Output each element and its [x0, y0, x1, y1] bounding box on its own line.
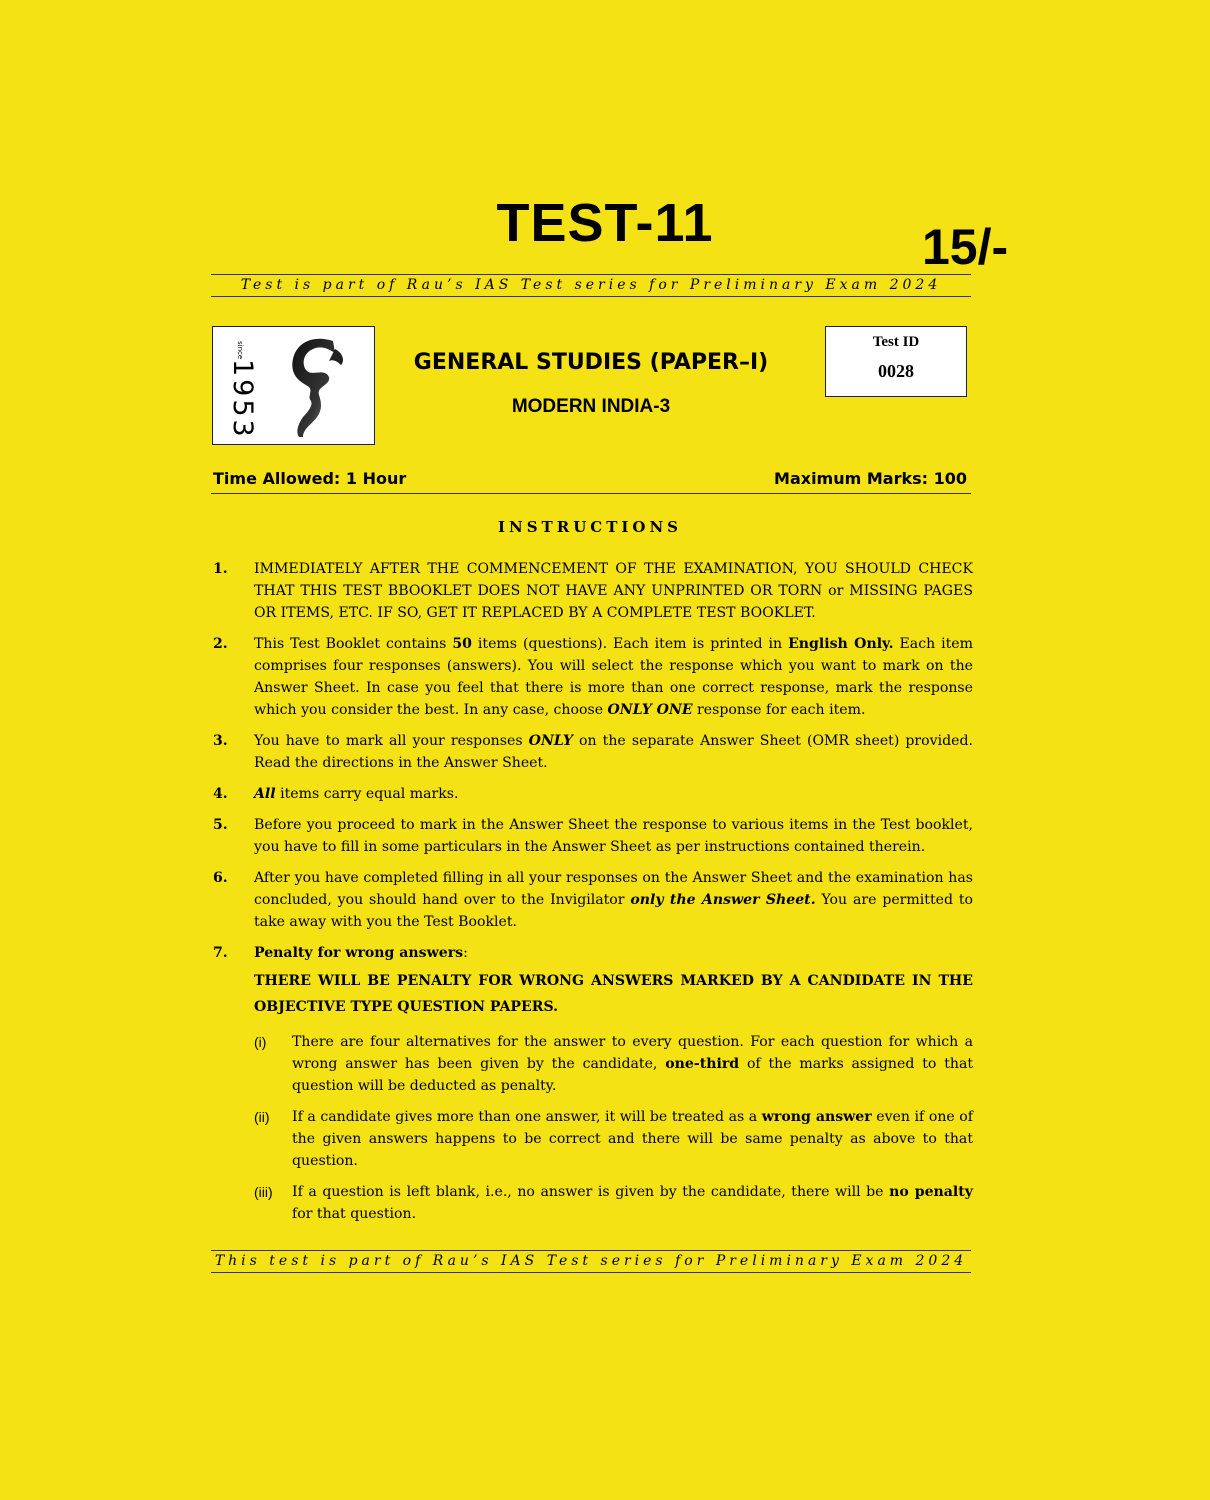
instructions-heading: INSTRUCTIONS — [498, 518, 682, 536]
text-segment: Before you proceed to mark in the Answer Sheet the response to various items in the Test booklet, you have to fill in some particulars in the Answer Sheet as per instructions contained therein. — [254, 817, 973, 855]
test-id-label: Test ID — [872, 334, 920, 350]
text-segment: for that question. — [292, 1206, 417, 1222]
text-segment: wrong answer — [761, 1109, 872, 1125]
text-segment: You are permitted to take away with you the Test Booklet. — [254, 892, 973, 930]
instruction-item — [213, 783, 973, 805]
item-number: 7. — [213, 945, 228, 961]
item-text — [254, 633, 973, 721]
text-segment: If a question is left blank, i.e., no answer is given by the candidate, there will be — [292, 1184, 890, 1200]
penalty-subitem — [254, 1181, 973, 1225]
text-segment: If a candidate gives more than one answer, it will be treated as a — [292, 1109, 762, 1125]
text-segment: After you have completed filling in all your responses on the Answer Sheet and the examination has concluded, you should hand over to the Invigilator — [254, 870, 973, 908]
penalty-subitems — [254, 1031, 973, 1234]
text-segment: ONLY ONE — [607, 702, 693, 718]
series-banner-top: Test is part of Rau’s IAS Test series for Preliminary Exam 2024 — [211, 274, 971, 297]
item-number: 3. — [213, 733, 228, 749]
text-segment: no penalty — [889, 1184, 973, 1200]
text-segment: on the separate Answer Sheet (OMR sheet) provided. Read the directions in the Answer Sheet. — [254, 733, 973, 771]
item-number: 4. — [213, 786, 228, 802]
test-id-value: 0028 — [878, 361, 914, 381]
instruction-item-penalty — [213, 942, 973, 964]
subitem-number: (ii) — [254, 1109, 270, 1125]
subitem-text — [292, 1031, 973, 1097]
instruction-item — [213, 730, 973, 774]
text-segment: Each item comprises four responses (answers). You will select the response which you want to mark on the Answer Sheet. In case you feel that there is more than one correct response, mark the response which you consider the best. In any case, choose — [254, 636, 974, 718]
instruction-item — [213, 633, 973, 721]
penalty-caps-row — [213, 968, 973, 1026]
item-number: 5. — [213, 817, 228, 833]
item-text — [254, 783, 973, 805]
publisher-logo — [212, 326, 375, 445]
instructions-list — [213, 558, 973, 1243]
penalty-colon: : — [463, 945, 468, 961]
paper-subtitle: MODERN INDIA-3 — [511, 396, 671, 417]
penalty-caps-statement: THERE WILL BE PENALTY FOR WRONG ANSWERS MARKED BY A CANDIDATE IN THE OBJECTIVE TYPE QUESTION PAPERS. — [254, 973, 973, 1015]
instruction-item — [213, 558, 973, 624]
indent-spacer — [213, 1031, 254, 1234]
item-number: 2. — [213, 636, 228, 652]
text-segment: All — [254, 786, 276, 802]
time-allowed: Time Allowed: 1 Hour — [213, 469, 407, 488]
subitem-text — [292, 1106, 973, 1172]
penalty-title: Penalty for wrong answers — [254, 945, 464, 961]
subitem-number: (i) — [254, 1034, 267, 1050]
text-segment: There are four alternatives for the answer to every question. For each question for which a wrong answer has been given by the candidate, — [292, 1034, 973, 1072]
text-segment: This Test Booklet contains — [254, 636, 453, 652]
penalty-subitems-row — [213, 1031, 973, 1234]
logo-since-text: since — [236, 341, 244, 360]
paper-title: GENERAL STUDIES (PAPER–I) — [413, 350, 769, 375]
maximum-marks: Maximum Marks: 100 — [774, 469, 967, 488]
logo-year-mark — [227, 339, 258, 440]
text-segment: 50 — [452, 636, 472, 652]
item-text — [254, 730, 973, 774]
instruction-item — [213, 867, 973, 933]
subitem-text — [292, 1181, 973, 1225]
head-emblem-icon — [273, 331, 353, 441]
text-segment: response for each item. — [692, 702, 866, 718]
item-text — [254, 558, 973, 624]
penalty-title-line — [254, 942, 973, 964]
text-segment: English Only. — [788, 636, 894, 652]
penalty-subitem — [254, 1106, 973, 1172]
text-segment: You have to mark all your responses — [254, 733, 529, 749]
instruction-item — [213, 814, 973, 858]
text-segment: items (questions). Each item is printed in — [471, 636, 789, 652]
series-banner-bottom: This test is part of Rau’s IAS Test series for Preliminary Exam 2024 — [211, 1250, 971, 1273]
logo-year-text: 1953 — [227, 359, 258, 440]
penalty-subitem — [254, 1031, 973, 1097]
text-segment: even if one of the given answers happens to be correct and there will be same penalty as above to that question. — [292, 1109, 974, 1169]
item-text — [254, 867, 973, 933]
divider — [211, 493, 971, 494]
instruction-items — [213, 558, 973, 933]
test-id-box — [825, 326, 967, 397]
item-text — [254, 814, 973, 858]
item-number: 6. — [213, 870, 228, 886]
text-segment: one-third — [665, 1056, 740, 1072]
text-segment: items carry equal marks. — [275, 786, 459, 802]
subitem-number: (iii) — [254, 1184, 273, 1200]
text-segment: only the Answer Sheet. — [630, 892, 816, 908]
text-segment: of the marks assigned to that question will be deducted as penalty. — [292, 1056, 974, 1094]
price-label: 15/- — [922, 219, 1009, 275]
test-title: TEST-11 — [496, 193, 714, 253]
text-segment: ONLY — [528, 733, 573, 749]
indent-spacer — [213, 968, 254, 1026]
item-number: 1. — [213, 561, 228, 577]
text-segment: IMMEDIATELY AFTER THE COMMENCEMENT OF THE EXAMINATION, YOU SHOULD CHECK THAT THIS TEST BBOOKLET DOES NOT HAVE ANY UNPRINTED OR TORN or MISSING PAGES OR ITEMS, ETC. IF SO, GET IT REPLACED BY A COMPLETE TEST BOOKLET. — [254, 561, 973, 621]
